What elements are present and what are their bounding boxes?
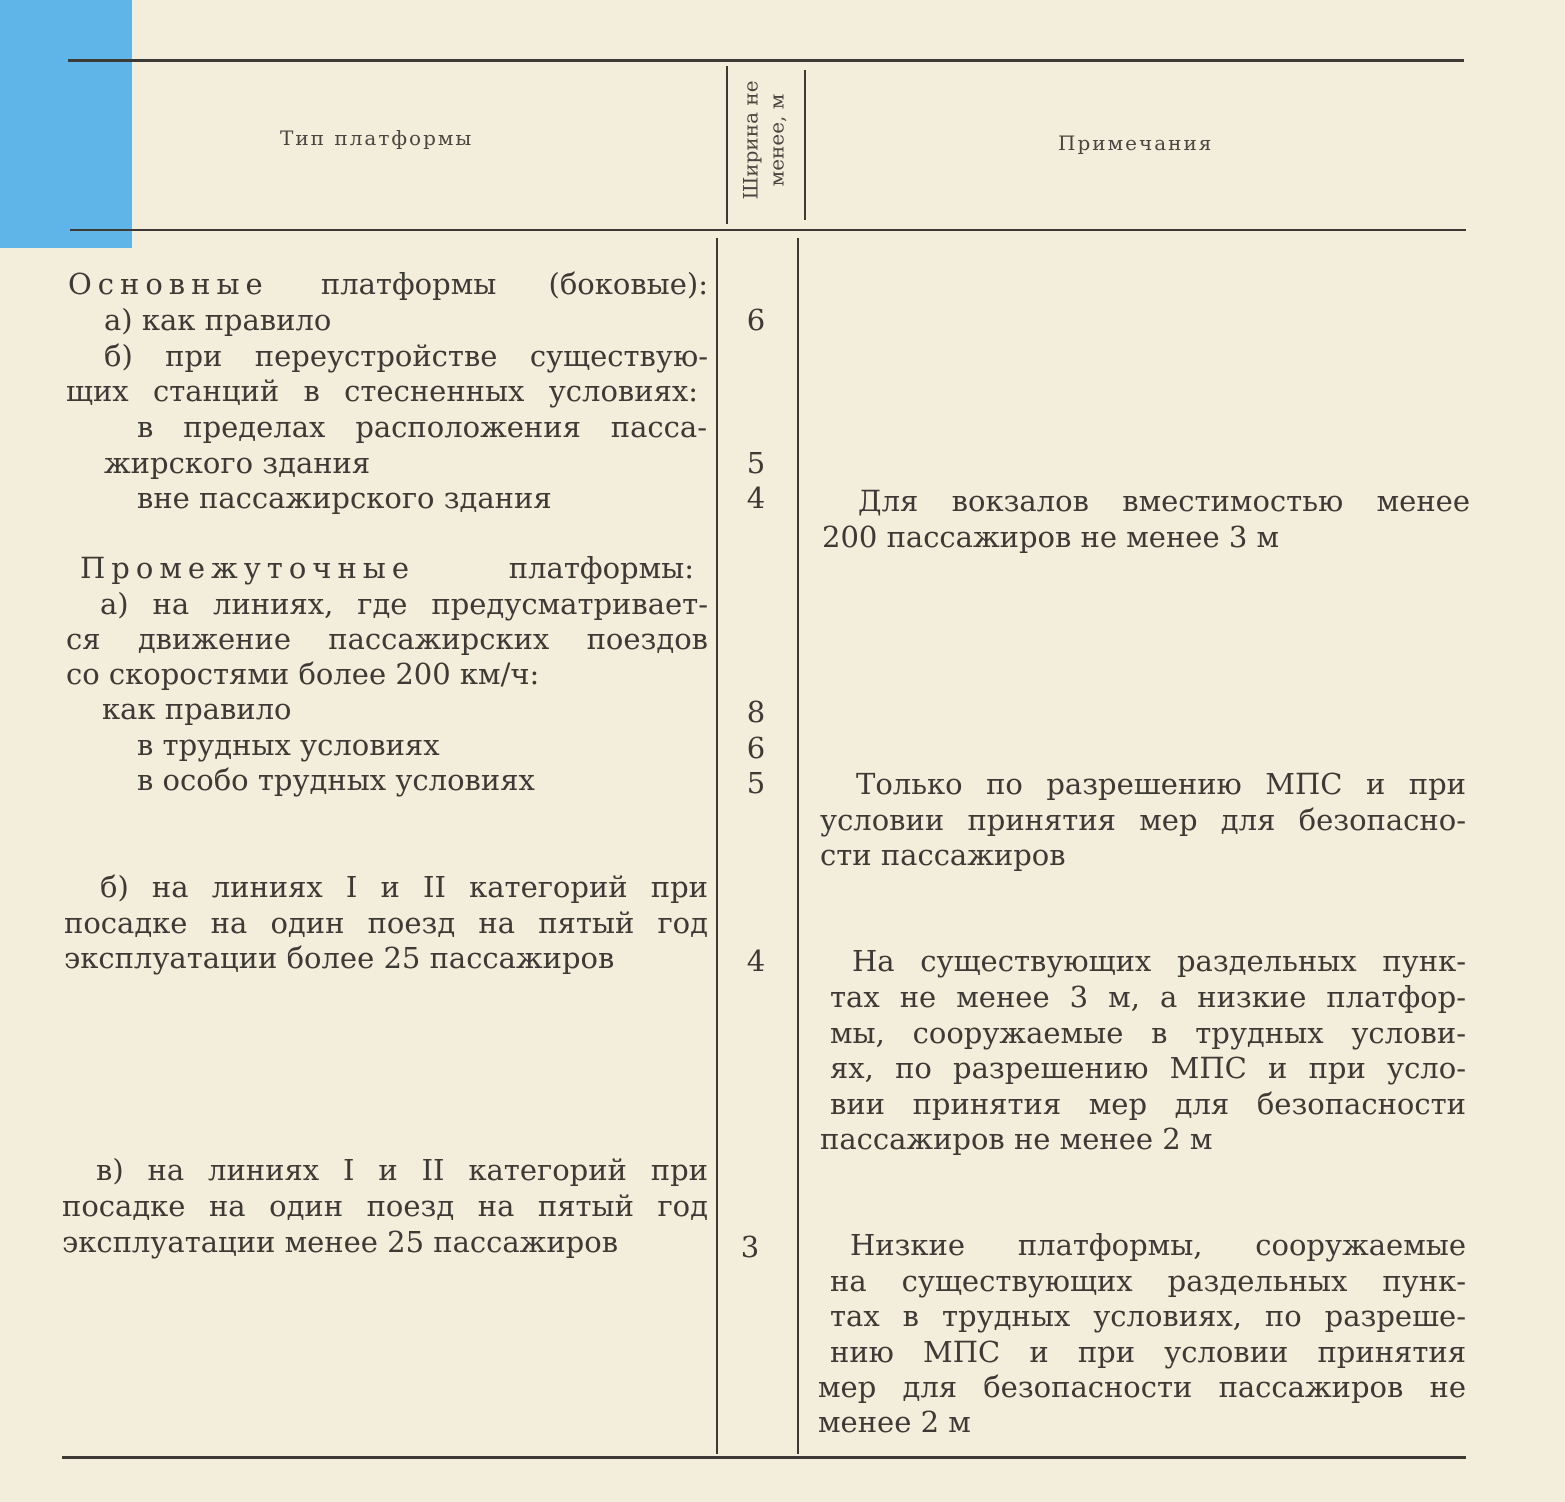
main-b-inside-width: 5 [746,446,766,480]
inter-b-note-line5: вии принятия мер для безопасности [830,1087,1466,1121]
inter-a-hard-label: в трудных условиях [137,728,440,762]
inter-b-note-line1: На существующих раздельных пунк- [852,944,1466,978]
main-b-outside-width: 4 [746,481,766,515]
column-header-notes: Примечания [1058,131,1214,155]
inter-c-note-line2: на существующих раздельных пунк- [830,1264,1466,1298]
table-bottom-rule [62,1456,1466,1459]
inter-a-very-hard-note-line3: сти пассажиров [820,838,1066,872]
inter-b-note-line2: тах не менее 3 м, а низкие платфор- [830,980,1466,1014]
intermediate-platforms-heading-spaced: Промежуточные [80,551,416,585]
main-b-outside-label: вне пассажирского здания [137,481,552,515]
header-bottom-rule [70,229,1466,231]
main-b-outside-note-line2: 200 пассажиров не менее 3 м [822,520,1280,554]
column-header-width-line1: Ширина не [739,80,763,200]
inter-c-label-line1: в) на линиях I и II категорий при [96,1153,708,1187]
inter-a-very-hard-note-line1: Только по разрешению МПС и при [856,767,1466,801]
inter-b-label-line2: посадке на один поезд на пятый год [64,906,708,940]
inter-b-note-line4: ях, по разрешению МПС и при усло- [830,1051,1466,1085]
column-header-width [728,60,800,220]
inter-a-very-hard-label: в особо трудных условиях [137,763,535,797]
main-platforms-heading [68,266,708,302]
blue-tab-marker [0,0,132,248]
body-divider-right [797,238,799,1454]
main-b-outside-note-line1: Для вокзалов вместимостью менее [858,484,1470,518]
inter-b-label-line1: б) на линиях I и II категорий при [100,870,708,904]
inter-a-label-line2: ся движение пассажирских поездов [66,622,708,656]
column-header-type: Тип платформы [280,126,474,150]
inter-a-very-hard-width: 5 [746,766,766,800]
main-a-width: 6 [746,303,766,337]
inter-a-hard-width: 6 [746,731,766,765]
main-b-inside-line2: жирского здания [104,446,371,480]
inter-c-width: 3 [740,1230,760,1264]
main-b-inside-line1: в пределах расположения пасса- [137,410,707,444]
inter-a-rule-label: как правило [102,692,292,726]
inter-c-note-line1: Низкие платформы, сооружаемые [850,1228,1466,1262]
main-platforms-heading-spaced: Основные [68,267,269,301]
inter-b-label-line3: эксплуатации более 25 пассажиров [64,941,615,975]
inter-c-note-line5: мер для безопасности пассажиров не [818,1370,1466,1404]
inter-b-note-line3: мы, сооружаемые в трудных услови- [830,1016,1466,1050]
main-a-label: а) как правило [104,303,332,337]
inter-b-note-line6: пассажиров не менее 2 м [820,1122,1213,1156]
inter-a-rule-width: 8 [746,695,766,729]
inter-b-width: 4 [746,944,766,978]
main-b-label-line1: б) при переустройстве существую- [104,339,708,373]
intermediate-platforms-heading [80,550,694,586]
inter-a-label-line1: а) на линиях, где предусматривает- [100,587,708,621]
inter-c-note-line6: менее 2 м [818,1405,971,1439]
intermediate-platforms-heading-rest: платформы: [508,551,694,585]
header-divider-right [804,70,806,220]
body-divider-left [716,238,718,1454]
inter-c-note-line4: нию МПС и при условии принятия [830,1335,1466,1369]
inter-a-label-line3: со скоростями более 200 км/ч: [66,657,540,691]
inter-c-note-line3: тах в трудных условиях, по разреше- [830,1299,1466,1333]
inter-c-label-line2: посадке на один поезд на пятый год [62,1189,708,1223]
inter-a-very-hard-note-line2: условии принятия мер для безопасно- [820,803,1466,837]
column-header-width-line2: менее, м [765,93,789,187]
main-b-label-line2: щих станций в стесненных условиях: [66,374,698,408]
inter-c-label-line3: эксплуатации менее 25 пассажиров [62,1225,619,1259]
main-platforms-heading-rest: платформы (боковые): [320,267,708,301]
